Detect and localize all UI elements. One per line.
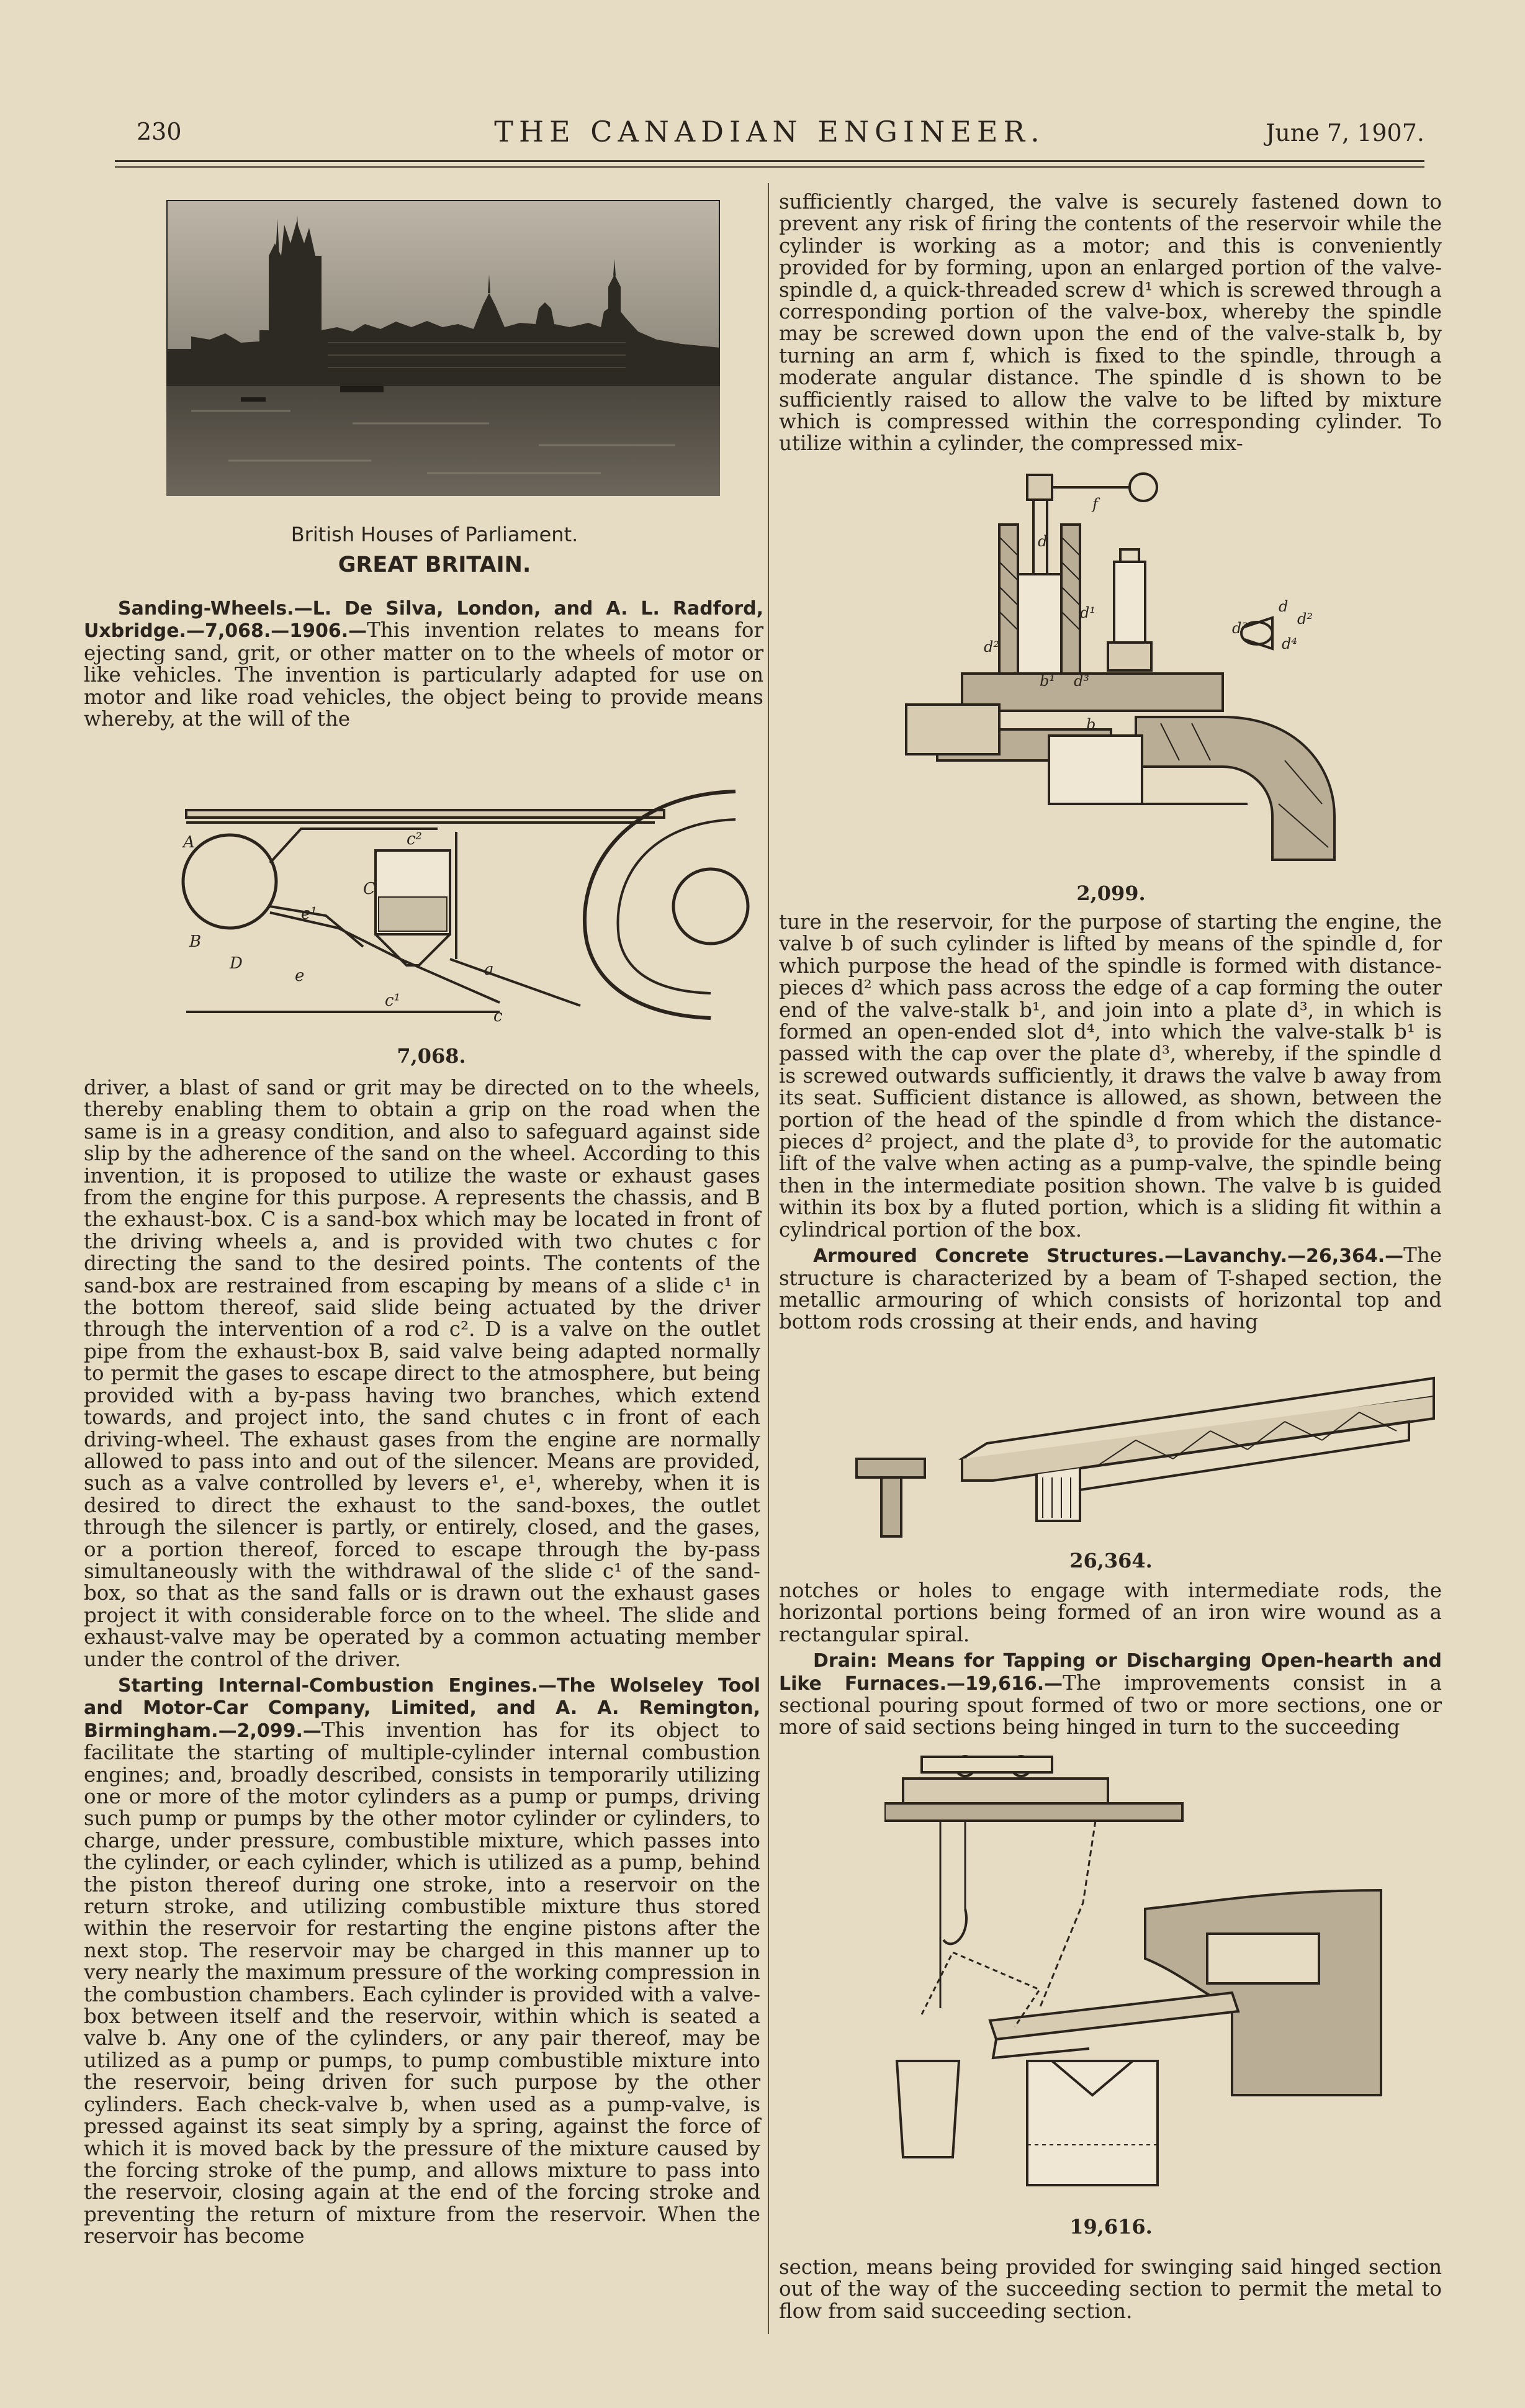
svg-text:A: A <box>183 833 195 852</box>
section-heading: GREAT BRITAIN. <box>338 552 531 577</box>
svg-text:a: a <box>484 960 494 979</box>
starting-lead: Starting Internal-Combustion Engines.—The Wolseley Tool and Motor-Car Company, Limited, and A. A. Remington, Birmingham.—2,099.— <box>84 1674 760 1742</box>
svg-text:d³: d³ <box>1074 672 1089 690</box>
svg-text:d: d <box>1038 533 1048 550</box>
svg-text:c²: c² <box>407 830 422 849</box>
svg-text:e¹: e¹ <box>301 904 317 923</box>
svg-text:d²: d² <box>984 638 999 656</box>
svg-text:D: D <box>230 954 243 973</box>
figure-2099-valve-box <box>900 469 1347 863</box>
figure-7068-label: 7,068. <box>397 1044 466 1068</box>
starting-article-end <box>779 911 1442 1333</box>
parliament-photo <box>166 200 720 496</box>
svg-text:d¹: d¹ <box>1080 604 1095 621</box>
figure-7068-sanding-device <box>177 760 773 1034</box>
issue-date: June 7, 1907. <box>1266 119 1424 147</box>
sanding-lead: Sanding-Wheels.—L. De Silva, London, and A. L. Radford, Uxbridge.—7,068.—1906.— <box>84 598 763 643</box>
svg-text:d: d <box>1279 598 1289 615</box>
starting-text-1: This invention has for its object to facilitate the starting of multiple-cylinder internal combustion engines; and, broadly described, consists in temporarily utilizing one or more of the motor cylinders as a pump or pumps, driving such pump or pumps by the other motor cylinder or cylinders, to charge, under pressure, combustible mixture, which passes into the cylinder, or each cylinder, which is utilized as a pump, behind the piston thereof during one stroke, into a reservoir on the return stroke, and utilizing combustible mixture thus stored within the reservoir for restarting the engine pistons after the next stop. The reservoir may be charged in this manner up to very nearly the maximum pressure of the working compression in the combustion chambers. Each cylinder is provided with a valve-box between itself and the reservoir, within which is seated a valve b. Any one of the cylinders, or any pair thereof, may be utilized as a pump or pumps, to pump combustible mixture into the reservoir, being driven for such purpose by the other cylinders. Each check-valve b, when used as a pump-valve, is pressed against its seat simply by a spring, against the force of which it is moved back by the pressure of the mixture caused by the forcing stroke of the pump, and allows mixture to pass into the reservoir, closing again at the end of the forcing stroke and preventing the return of mixture from the reservoir. When the reservoir has become <box>84 1718 760 2248</box>
svg-text:b: b <box>1086 716 1096 733</box>
sanding-article-body <box>84 1077 760 2248</box>
starting-article-continued <box>779 191 1442 455</box>
header-rule-bottom <box>115 166 1424 168</box>
drain-text-2: section, means being provided for swinging said hinged section out of the way of the succeeding section to permit the metal to flow from said succeeding section. <box>779 2255 1442 2323</box>
sanding-article-intro <box>84 597 763 730</box>
sanding-text-1: This invention relates to means for ejecting sand, grit, or other matter on to the wheels of motor or like vehicles. The invention is particularly adapted for use on motor and like road vehicles, the object being to provide means whereby, at the will of the <box>84 618 763 731</box>
svg-text:f: f <box>1092 495 1098 513</box>
starting-text-2: sufficiently charged, the valve is securely fastened down to prevent any risk of firing the contents of the reservoir while the cylinder is working as a motor; and this is conveniently provided for by forming, upon an enlarged portion of the valve-spindle d, a quick-threaded screw d¹ which is screwed through a corresponding portion of the valve-box, whereby the spindle may be screwed down upon the end of the valve-stalk b, by turning an arm f, which is fixed to the spindle, through a moderate angular distance. The spindle d is shown to be sufficiently raised to allow the valve to be lifted by mixture which is compressed within the corresponding cylinder. To utilize within a cylinder, the compressed mix- <box>779 190 1442 456</box>
figure-19616-furnace-spout <box>884 1747 1387 2207</box>
svg-text:e: e <box>295 967 305 985</box>
drain-article-end <box>779 2257 1442 2322</box>
armoured-article-end <box>779 1580 1442 1739</box>
figure-26364-concrete-beam <box>850 1372 1446 1540</box>
column-separator <box>768 183 769 2334</box>
journal-title: THE CANADIAN ENGINEER. <box>494 115 1045 148</box>
svg-text:d²: d² <box>1297 610 1313 628</box>
armoured-text-2: notches or holes to engage with intermediate rods, the horizontal portions being formed of an iron wire wound as a rectangular spiral. <box>779 1579 1442 1646</box>
svg-text:b¹: b¹ <box>1040 672 1055 690</box>
page-number: 230 <box>137 118 182 145</box>
figure-2099-label: 2,099. <box>1076 882 1146 905</box>
svg-text:d³: d³ <box>1232 620 1248 637</box>
photo-caption: British Houses of Parliament. <box>290 523 578 546</box>
figure-26364-label: 26,364. <box>1069 1549 1153 1572</box>
armoured-lead: Armoured Concrete Structures.—Lavanchy.—26,364.— <box>813 1245 1404 1268</box>
svg-text:d⁴: d⁴ <box>1282 635 1297 652</box>
svg-text:C: C <box>363 880 376 898</box>
sanding-text-2: driver, a blast of sand or grit may be directed on to the wheels, thereby enabling them to obtain a grip on the road when the same is in a greasy condition, and also to safeguard against side slip by the adherence of the sand on the wheel. According to this invention, it is proposed to utilize the waste or exhaust gases from the engine for this purpose. A represents the chassis, and B the exhaust-box. C is a sand-box which may be located in front of the driving wheels a, and is provided with two chutes c for directing the sand to the desired points. The contents of the sand-box are restrained from escaping by means of a slide c¹ in the bottom thereof, said slide being actuated by the driver through the intervention of a rod c². D is a valve on the outlet pipe from the exhaust-box B, said valve being adapted normally to permit the gases to escape direct to the atmosphere, but being provided with a by-pass having two branches, which extend towards, and project into, the sand chutes c in front of each driving-wheel. The exhaust gases from the engine are normally allowed to pass into and out of the silencer. Means are provided, such as a valve controlled by levers e¹, e¹, whereby, when it is desired to direct the exhaust to the sand-boxes, the outlet through the silencer is partly, or entirely, closed, and the gases, or a portion thereof, forced to escape through the by-pass simultaneously with the withdrawal of the slide c¹ of the sand-box, so that as the sand falls or is drawn out the exhaust gases project it with considerable force on to the wheel. The slide and exhaust-valve may be operated by a common actuating member under the control of the driver. <box>84 1076 760 1671</box>
svg-text:c: c <box>493 1007 503 1026</box>
svg-text:B: B <box>189 932 202 951</box>
figure-19616-label: 19,616. <box>1069 2215 1153 2239</box>
drain-lead: Drain: Means for Tapping or Discharging Open-hearth and Like Furnaces.—19,616.— <box>779 1650 1442 1695</box>
header-rule-top <box>115 160 1424 162</box>
armoured-text-1: The structure is characterized by a beam of T-shaped section, the metallic armouring of which consists of horizontal top and bottom rods crossing at their ends, and having <box>779 1243 1442 1334</box>
svg-text:c¹: c¹ <box>385 991 400 1010</box>
starting-text-3: ture in the reservoir, for the purpose of starting the engine, the valve b of such cylinder is lifted by means of the spindle d, for which purpose the head of the spindle is formed with distance-pieces d² which pass across the edge of a cap forming the outer end of the valve-stalk b¹, and join into a plate d³, in which is formed an open-ended slot d⁴, into which the valve-stalk b¹ is passed with the cap over the plate d³, whereby, if the spindle d is screwed outwards sufficiently, it draws the valve b away from its seat. Sufficient distance is allowed, as shown, between the portion of the head of the spindle d from which the distance-pieces d² project, and the plate d³, to provide for the automatic lift of the valve when acting as a pump-valve, the spindle being then in the intermediate position shown. The valve b is guided within its box by a fluted portion, which is a sliding fit within a cylindrical portion of the box. <box>779 910 1442 1242</box>
drain-text-1: The improvements consist in a sectional pouring spout formed of two or more sections, one or more of said sections being hinged in turn to the succeeding <box>779 1671 1442 1739</box>
page-header <box>115 112 1424 155</box>
